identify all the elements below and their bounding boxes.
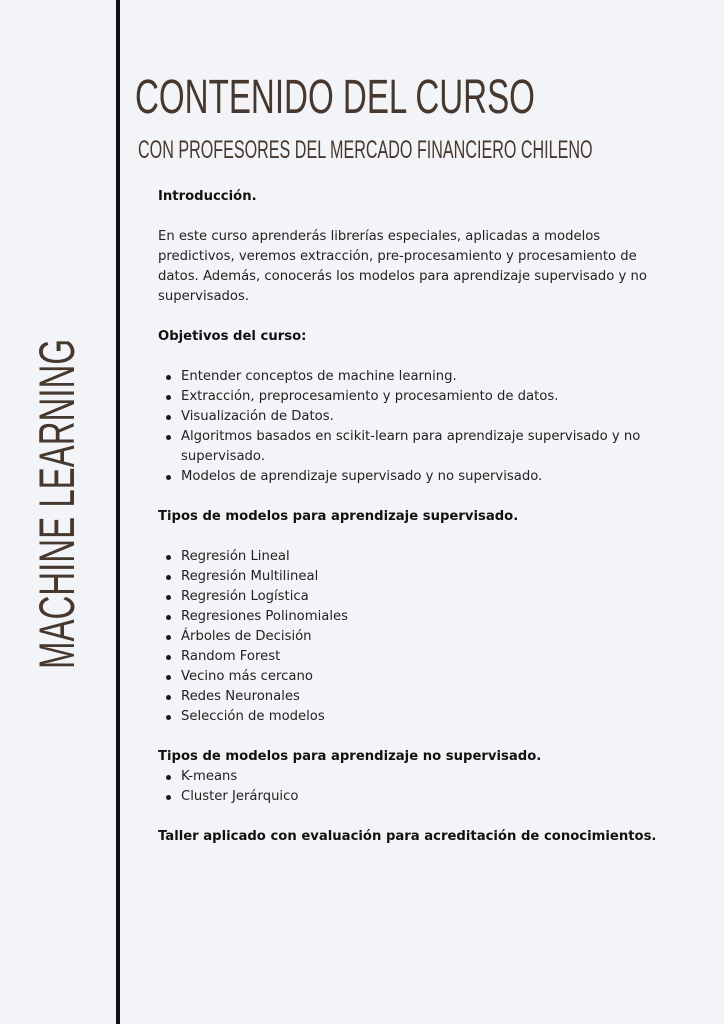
intro-paragraph: En este curso aprenderás librerías especiales, aplicadas a modelos predictivos, veremos extracción, pre-procesamiento y procesamiento de datos. Además, conocerás los modelos para aprendizaje supervisado y no supervisados. [158,229,647,304]
course-content [158,187,678,847]
objectives-heading: Objetivos del curso: [158,329,307,344]
list-item: K-means [158,767,678,787]
list-item: Redes Neuronales [158,687,678,707]
list-item: Random Forest [158,647,678,667]
list-item: Algoritmos basados en scikit-learn para aprendizaje supervisado y no supervisado. [158,427,678,467]
intro-heading: Introducción. [158,189,257,204]
list-item: Modelos de aprendizaje supervisado y no supervisado. [158,467,678,487]
workshop-text: Taller aplicado con evaluación para acreditación de conocimientos. [158,829,657,844]
page-header [135,71,724,164]
unsupervised-heading: Tipos de modelos para aprendizaje no supervisado. [158,749,542,764]
side-title-vertical: MACHINE LEARNING [29,338,85,670]
list-item: Selección de modelos [158,707,678,727]
list-item: Cluster Jerárquico [158,787,678,807]
page-title: CONTENIDO DEL CURSO [135,71,535,124]
list-item: Visualización de Datos. [158,407,678,427]
supervised-list [158,547,678,727]
list-item: Regresión Logística [158,587,678,607]
supervised-heading: Tipos de modelos para aprendizaje supervisado. [158,509,519,524]
list-item: Regresión Multilineal [158,567,678,587]
list-item: Regresiones Polinomiales [158,607,678,627]
vertical-divider-line [116,0,120,1024]
list-item: Árboles de Decisión [158,627,678,647]
page-subtitle: CON PROFESORES DEL MERCADO FINANCIERO CHILENO [138,136,593,164]
unsupervised-list [158,767,678,807]
list-item: Entender conceptos de machine learning. [158,367,678,387]
objectives-list [158,367,678,487]
list-item: Extracción, preprocesamiento y procesamiento de datos. [158,387,678,407]
list-item: Regresión Lineal [158,547,678,567]
list-item: Vecino más cercano [158,667,678,687]
